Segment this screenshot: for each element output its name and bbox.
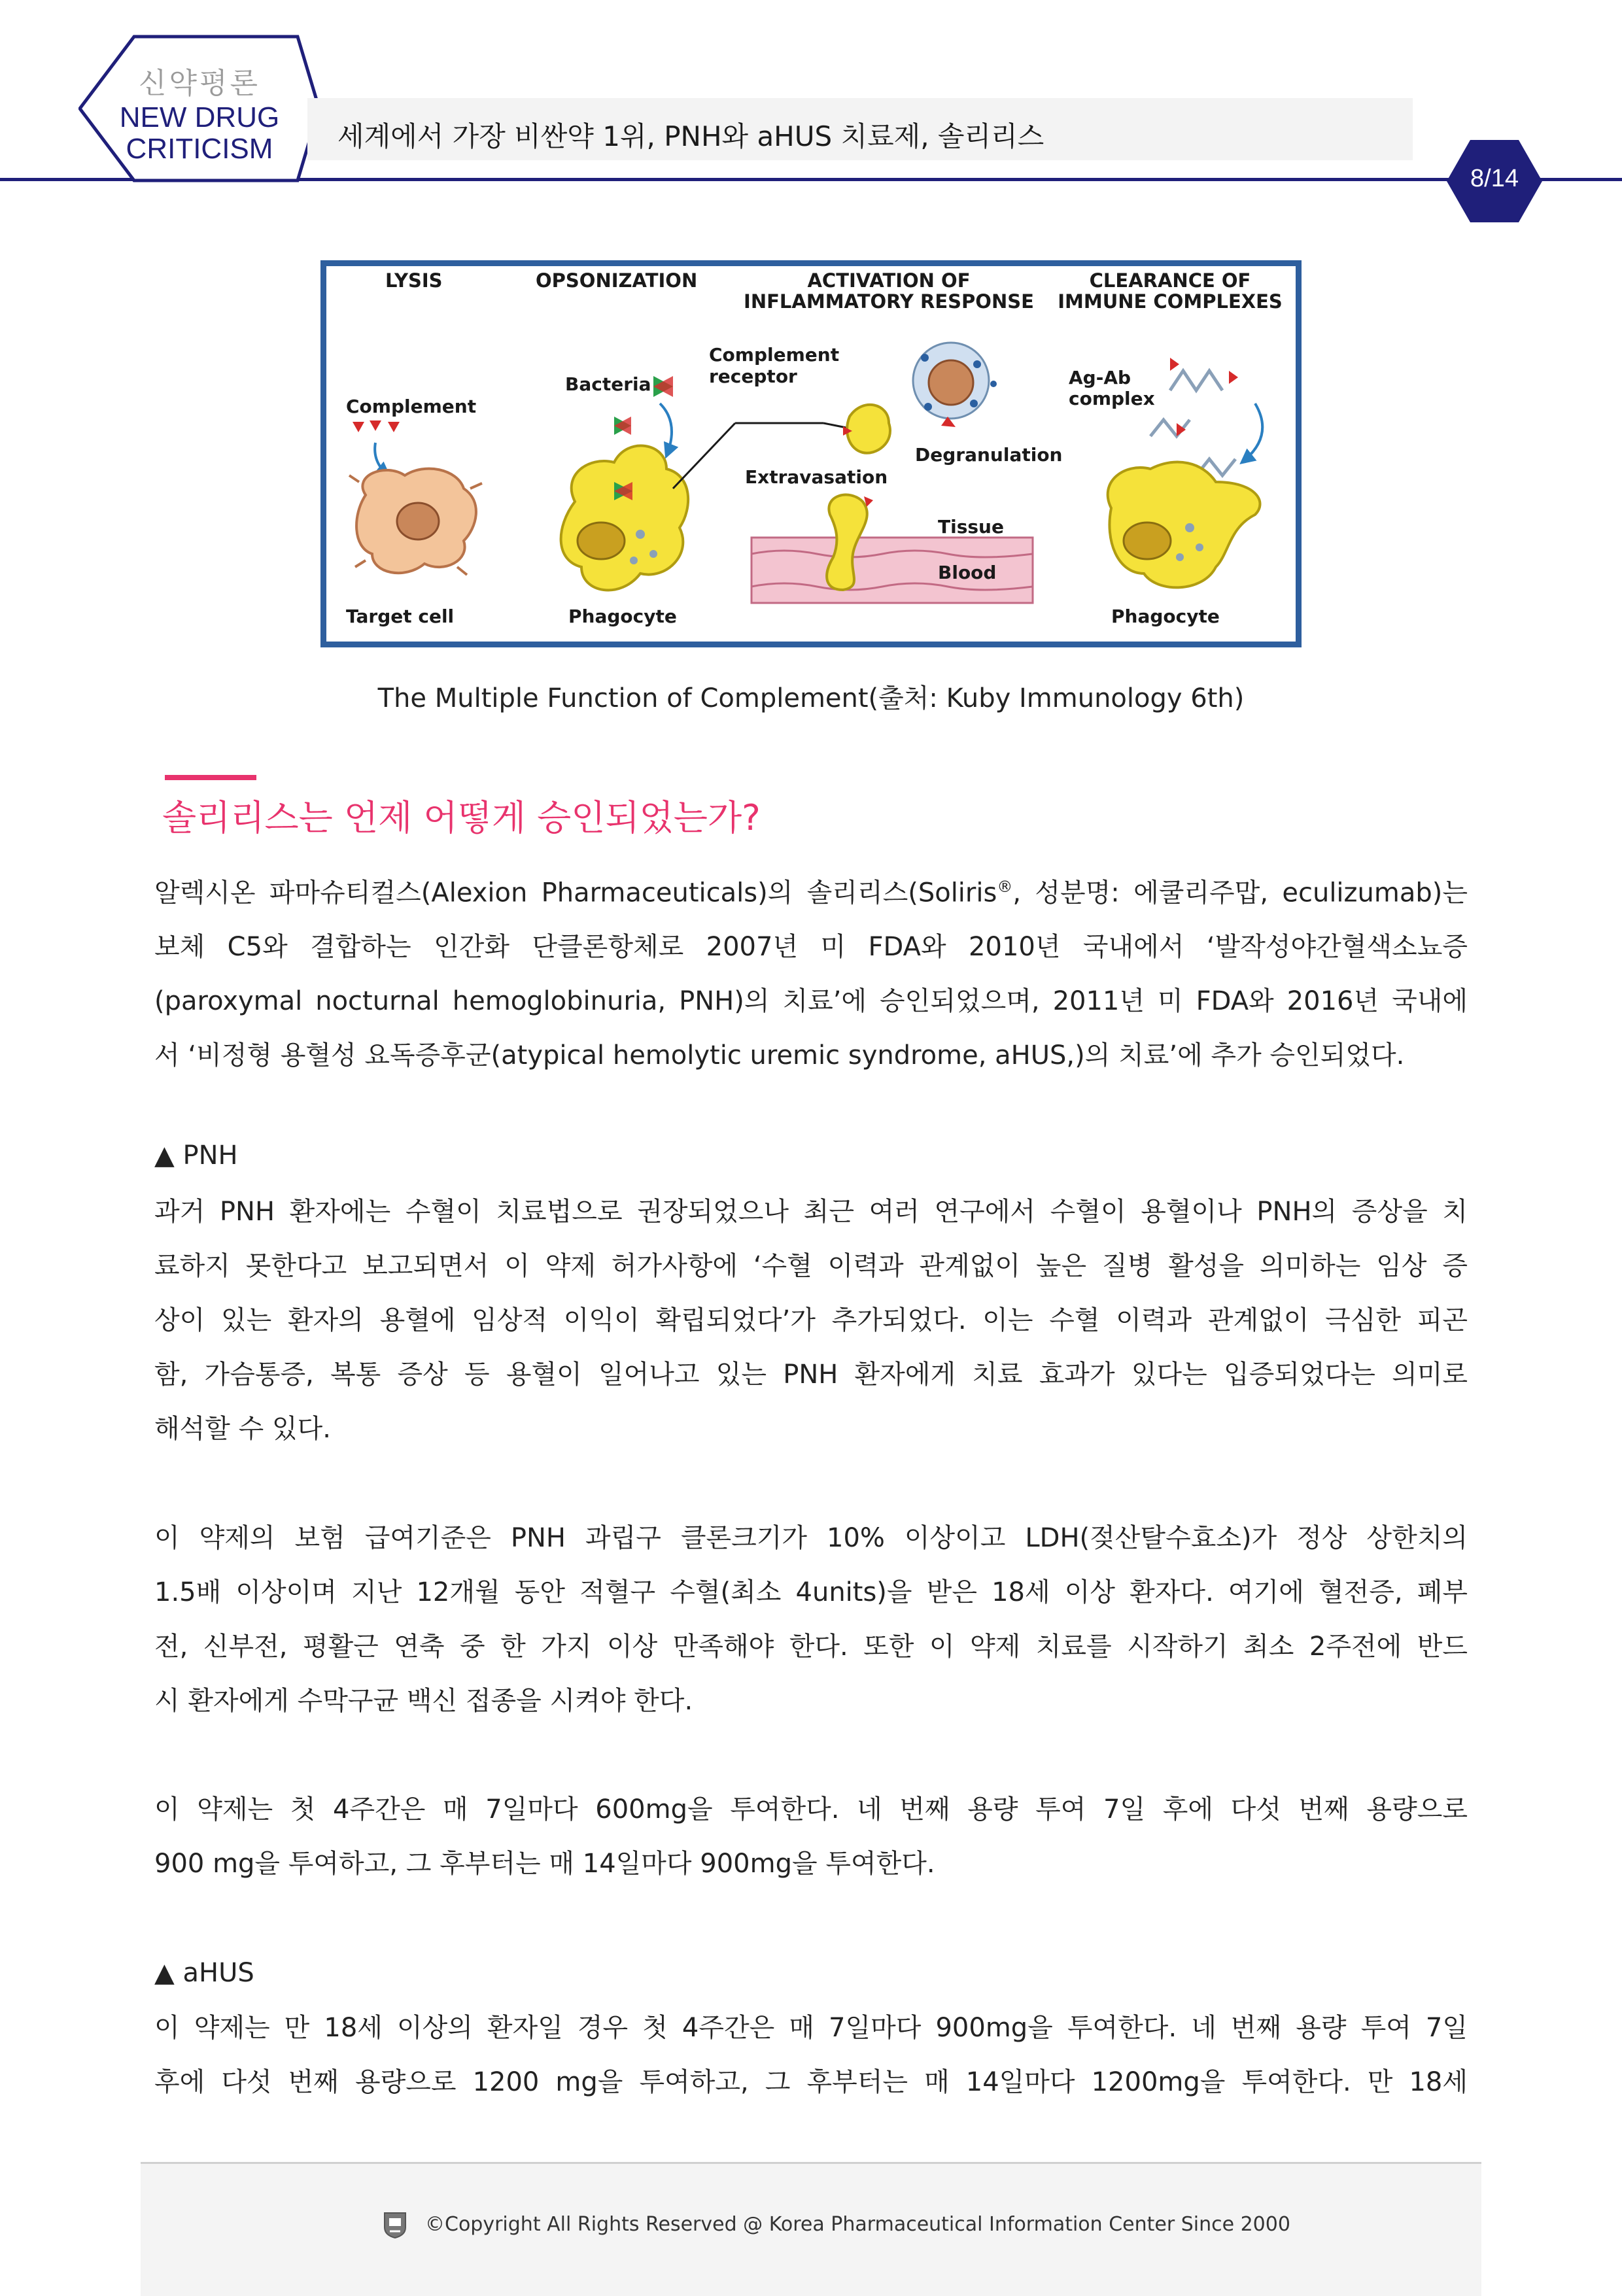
label-agab-2: complex	[1069, 388, 1155, 409]
label-degranulation: Degranulation	[915, 444, 1063, 466]
pnh-paragraph-2	[154, 1511, 1468, 1728]
pnh-paragraph-3	[154, 1783, 1468, 1891]
target-cell-icon	[349, 469, 482, 575]
complement-function-figure	[320, 260, 1302, 647]
ahus-paragraph-1	[154, 2001, 1468, 2110]
heading-activation-2: INFLAMMATORY RESPONSE	[744, 290, 1034, 313]
label-complement: Complement	[346, 396, 477, 417]
section-title-accent	[165, 775, 256, 780]
label-phagocyte-1: Phagocyte	[568, 606, 677, 627]
registered-mark: ®	[997, 878, 1013, 896]
logo-english-line-2: CRITICISM	[126, 133, 273, 165]
heading-clearance-1: CLEARANCE OF	[1089, 269, 1251, 292]
heading-opsonization: OPSONIZATION	[536, 269, 698, 292]
degranulation-cell-icon	[913, 343, 997, 427]
label-phagocyte-2: Phagocyte	[1111, 606, 1220, 627]
heading-lysis: LYSIS	[385, 269, 443, 292]
label-agab-1: Ag-Ab	[1069, 367, 1131, 388]
pnh-p2-line: 시 환자에게 수막구균 백신 접종을 시켜야 한다.	[154, 1686, 693, 1716]
kpic-emblem-icon	[383, 2212, 407, 2239]
label-target-cell: Target cell	[346, 606, 455, 627]
receptor-cell-icon	[843, 405, 890, 453]
heading-clearance-2: IMMUNE COMPLEXES	[1058, 290, 1283, 313]
pnh-p1-line: 상이 있는 환자의 용혈에 임상적 이익이 확립되었다’가 추가되었다. 이는 수혈 이력과 관계없이 극심한 피곤	[154, 1305, 1468, 1335]
ahus-p1-line: 후에 다섯 번째 용량으로 1200 mg을 투여하고, 그 후부터는 매 14일마다 1200mg을 투여한다. 만 18세	[154, 2067, 1468, 2097]
complement-triangles-icon	[353, 420, 400, 432]
phagocyte-2-icon	[1108, 462, 1260, 588]
pnh-p1-line: 료하지 못한다고 보고되면서 이 약제 허가사항에 ‘수혈 이력과 관계없이 높은 질병 활성을 의미하는 임상 증	[154, 1251, 1468, 1281]
section-title: 솔리리스는 언제 어떻게 승인되었는가?	[162, 797, 761, 838]
pnh-paragraph-1	[154, 1185, 1468, 1456]
logo-korean: 신약평론	[138, 67, 260, 100]
immune-complex-icon	[1150, 358, 1238, 475]
phagocyte-icon	[561, 446, 689, 591]
label-bacteria: Bacteria	[565, 373, 651, 395]
intro-paragraph	[154, 860, 1468, 1083]
label-blood: Blood	[938, 562, 997, 583]
pnh-p1-line: 해석할 수 있다.	[154, 1414, 331, 1444]
pnh-p3-line: 이 약제는 첫 4주간은 매 7일마다 600mg을 투여한다. 네 번째 용량 투여 7일 후에 다섯 번째 용량으로	[154, 1794, 1468, 1825]
page-number: 8/14	[1470, 165, 1519, 192]
label-extravasation: Extravasation	[745, 466, 888, 488]
header-title: 세계에서 가장 비싼약 1위, PNH와 aHUS 치료제, 솔리리스	[337, 120, 1044, 152]
intro-line-1: 알렉시온 파마슈티컬스(Alexion Pharmaceuticals)의 솔리리스(Soliris®, 성분명: 에쿨리주맙, eculizumab)는	[154, 878, 1468, 908]
logo-english-line-1: NEW DRUG	[119, 101, 280, 133]
ahus-heading: ▲ aHUS	[154, 1958, 254, 1988]
heading-activation-1: ACTIVATION OF	[807, 269, 971, 292]
pnh-p2-line: 1.5배 이상이며 지난 12개월 동안 적혈구 수혈(최소 4units)을 받은 18세 이상 환자다. 여기에 혈전증, 폐부	[154, 1577, 1468, 1607]
pnh-heading: ▲ PNH	[154, 1140, 238, 1171]
ahus-p1-line: 이 약제는 만 18세 이상의 환자일 경우 첫 4주간은 매 7일마다 900mg을 투여한다. 네 번째 용량 투여 7일	[154, 2013, 1468, 2043]
pnh-p2-line: 이 약제의 보험 급여기준은 PNH 과립구 클론크기가 10% 이상이고 LDH(젖산탈수효소)가 정상 상한치의	[154, 1523, 1468, 1553]
label-complement-receptor-1: Complement	[709, 344, 840, 366]
label-complement-receptor-2: receptor	[709, 366, 797, 387]
pnh-p1-line: 과거 PNH 환자에는 수혈이 치료법으로 권장되었으나 최근 여러 연구에서 수혈이 용혈이나 PNH의 증상을 치	[154, 1197, 1468, 1227]
intro-line-2: 보체 C5와 결합하는 인간화 단클론항체로 2007년 미 FDA와 2010년 국내에서 ‘발작성야간혈색소뇨증	[154, 932, 1468, 963]
pnh-p2-line: 전, 신부전, 평활근 연축 중 한 가지 이상 만족해야 한다. 또한 이 약제 치료를 시작하기 최소 2주전에 반드	[154, 1632, 1468, 1662]
intro-line-4: 서 ‘비정형 용혈성 요독증후군(atypical hemolytic uremic syndrome, aHUS,)의 치료’에 추가 승인되었다.	[154, 1040, 1405, 1071]
footer-copyright: ©Copyright All Rights Reserved @ Korea Pharmaceutical Information Center Since 2000	[425, 2213, 1290, 2236]
pnh-p3-line: 900 mg을 투여하고, 그 후부터는 매 14일마다 900mg을 투여한다.	[154, 1849, 935, 1879]
figure-caption: The Multiple Function of Complement(출처: Kuby Immunology 6th)	[377, 683, 1245, 713]
pnh-p1-line: 함, 가슴통증, 복통 증상 등 용혈이 일어나고 있는 PNH 환자에게 치료 효과가 있다는 입증되었다는 의미로	[154, 1360, 1468, 1390]
logo	[118, 65, 281, 165]
intro-line-3: (paroxymal nocturnal hemoglobinuria, PNH)의 치료’에 승인되었으며, 2011년 미 FDA와 2016년 국내에	[154, 986, 1468, 1017]
label-tissue: Tissue	[938, 516, 1004, 538]
vessel-icon	[751, 495, 1033, 603]
